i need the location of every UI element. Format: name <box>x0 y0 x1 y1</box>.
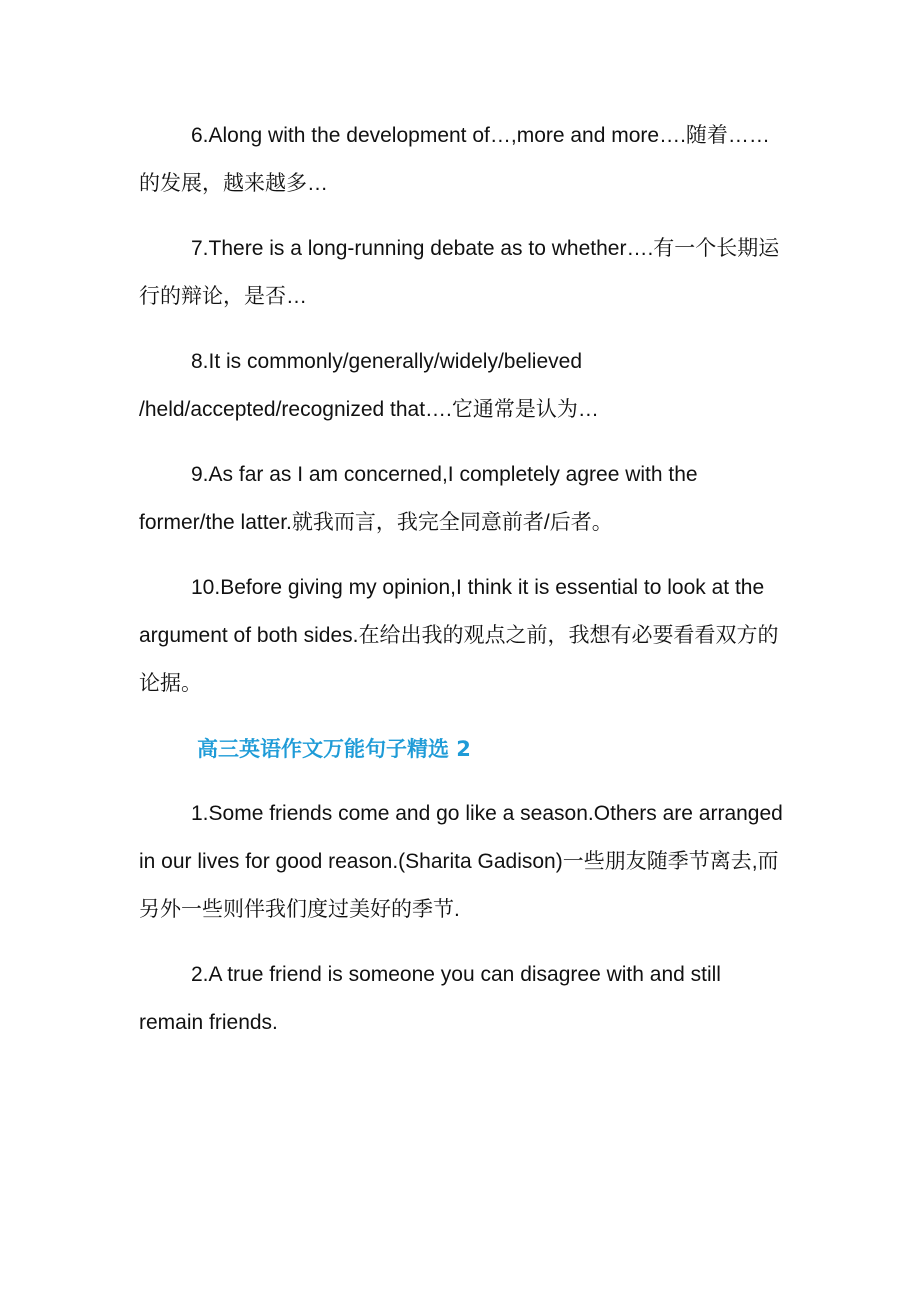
paragraph-7: 7.There is a long-running debate as to whether….有一个长期运行的辩论，是否… <box>139 237 780 308</box>
paragraph-10: 10.Before giving my opinion,I think it is essential to look at the argument of both sides.在给出我的观点之前，我想有必要看看双方的论据。 <box>139 576 779 695</box>
section-heading: 高三英语作文万能句子精选 2 <box>197 737 471 761</box>
paragraph-9: 9.As far as I am concerned,I completely agree with the former/the latter.就我而言，我完全同意前者/后者。 <box>139 463 698 534</box>
paragraph-friends-1: 1.Some friends come and go like a season.Others are arranged in our lives for good reason.(Sharita Gadison)一些朋友随季节离去,而另外一些则伴我们度过美好的季节. <box>139 802 783 921</box>
paragraph-8: 8.It is commonly/generally/widely/believed /held/accepted/recognized that….它通常是认为… <box>139 350 599 421</box>
paragraph-6: 6.Along with the development of…,more and more….随着……的发展，越来越多… <box>139 124 770 195</box>
document-body <box>139 112 784 1064</box>
paragraph-friends-2: 2.A true friend is someone you can disagree with and still remain friends. <box>139 963 721 1034</box>
